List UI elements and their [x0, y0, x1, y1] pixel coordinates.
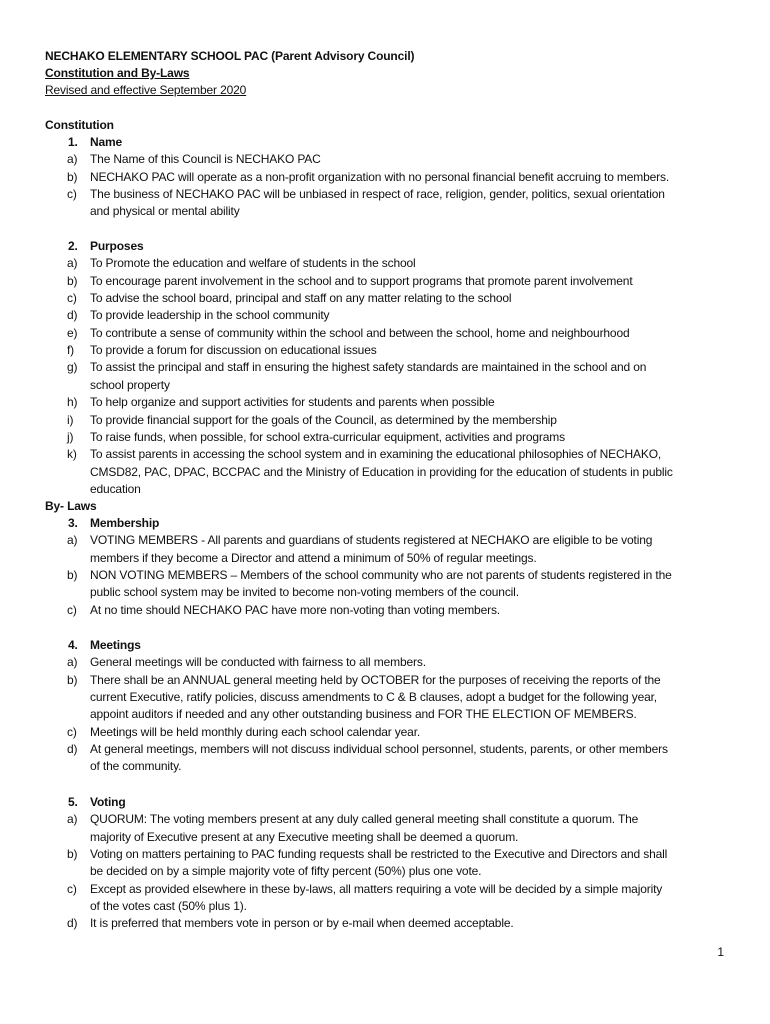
item-text: and physical or mental ability — [90, 204, 240, 219]
item-text: education — [90, 481, 141, 496]
item-label: b) — [67, 568, 78, 583]
item-label: h) — [67, 395, 78, 410]
page-number: 1 — [717, 945, 724, 959]
document-subtitle: Constitution and By-Laws — [45, 66, 190, 80]
item-text: It is preferred that members vote in person or by e-mail when deemed acceptable. — [90, 916, 514, 931]
section-number: 5. — [68, 795, 78, 809]
item-label: d) — [67, 742, 78, 757]
item-text: NON VOTING MEMBERS – Members of the school community who are not parents of students registered in the — [90, 568, 672, 583]
bylaws-heading: By- Laws — [45, 499, 97, 513]
section-title: Purposes — [90, 239, 144, 253]
item-text: To raise funds, when possible, for school extra-curricular equipment, activities and programs — [90, 429, 565, 444]
item-text: VOTING MEMBERS - All parents and guardians of students registered at NECHAKO are eligible to be voting — [90, 533, 653, 548]
item-label: c) — [67, 724, 77, 739]
item-text: To provide a forum for discussion on educational issues — [90, 343, 377, 358]
item-label: b) — [67, 169, 78, 184]
section-title: Meetings — [90, 638, 141, 652]
document-title: NECHAKO ELEMENTARY SCHOOL PAC (Parent Advisory Council) — [45, 49, 415, 63]
item-text: of the votes cast (50% plus 1). — [90, 899, 247, 914]
item-label: a) — [67, 812, 78, 827]
item-text: To contribute a sense of community within the school and between the school, home and neighbourhood — [90, 325, 630, 340]
item-text: members if they become a Director and attend a minimum of 50% of regular meetings. — [90, 550, 537, 565]
item-label: c) — [67, 187, 77, 202]
item-text: school property — [90, 377, 170, 392]
item-label: d) — [67, 916, 78, 931]
item-label: b) — [67, 273, 78, 288]
item-label: c) — [67, 291, 77, 306]
item-text: To provide leadership in the school community — [90, 308, 330, 323]
item-label: e) — [67, 325, 78, 340]
item-text: To assist parents in accessing the school system and in examining the educational philosophies of NECHAKO, — [90, 447, 662, 462]
section-number: 3. — [68, 516, 78, 530]
item-text: To assist the principal and staff in ensuring the highest safety standards are maintained in the school and on — [90, 360, 647, 375]
section-title: Membership — [90, 516, 160, 530]
item-label: c) — [67, 881, 77, 896]
item-text: To advise the school board, principal and staff on any matter relating to the school — [90, 291, 512, 306]
section-number: 2. — [68, 239, 78, 253]
item-text: To help organize and support activities for students and parents when possible — [90, 395, 495, 410]
item-text: To provide financial support for the goals of the Council, as determined by the membership — [90, 412, 557, 427]
section-title: Name — [90, 135, 123, 149]
revision-note: Revised and effective September 2020 — [45, 83, 247, 97]
item-text: Voting on matters pertaining to PAC funding requests shall be restricted to the Executive and Directors and shall — [90, 847, 668, 862]
item-label: a) — [67, 152, 78, 167]
item-label: b) — [67, 672, 78, 687]
item-text: current Executive, ratify policies, discuss amendments to C & B clauses, adopt a budget for the following year, — [90, 690, 657, 705]
item-text: General meetings will be conducted with fairness to all members. — [90, 655, 426, 670]
item-text: CMSD82, PAC, DPAC, BCCPAC and the Ministry of Education in providing for the education of students in public — [90, 464, 673, 479]
item-text: be decided on by a simple majority vote of fifty percent (50%) plus one vote. — [90, 864, 482, 879]
section-title: Voting — [90, 795, 126, 809]
section-number: 1. — [68, 135, 78, 149]
item-text: At general meetings, members will not discuss individual school personnel, students, parents, or other members — [90, 742, 668, 757]
item-label: j) — [67, 429, 74, 444]
item-label: i) — [67, 412, 74, 427]
item-text: appoint auditors if needed and any other outstanding business and FOR THE ELECTION OF MEMBERS. — [90, 707, 637, 722]
item-text: To Promote the education and welfare of students in the school — [90, 256, 416, 271]
item-label: k) — [67, 447, 77, 462]
item-text: NECHAKO PAC will operate as a non-profit organization with no personal financial benefit accruing to members. — [90, 169, 670, 184]
section-number: 4. — [68, 638, 78, 652]
item-label: a) — [67, 256, 78, 271]
item-text: QUORUM: The voting members present at any duly called general meeting shall constitute a quorum. The — [90, 812, 639, 827]
item-label: d) — [67, 308, 78, 323]
item-label: f) — [67, 343, 75, 358]
item-text: Except as provided elsewhere in these by-laws, all matters requiring a vote will be decided by a simple majority — [90, 881, 663, 896]
item-text: The business of NECHAKO PAC will be unbiased in respect of race, religion, gender, politics, sexual orientation — [90, 187, 665, 202]
item-label: a) — [67, 655, 78, 670]
item-label: g) — [67, 360, 78, 375]
item-label: a) — [67, 533, 78, 548]
item-text: majority of Executive present at any Executive meeting shall be deemed a quorum. — [90, 829, 519, 844]
item-text: Meetings will be held monthly during each school calendar year. — [90, 724, 421, 739]
item-text: To encourage parent involvement in the school and to support programs that promote parent involvement — [90, 273, 633, 288]
constitution-heading: Constitution — [45, 118, 114, 132]
item-label: b) — [67, 847, 78, 862]
item-text: The Name of this Council is NECHAKO PAC — [90, 152, 321, 167]
item-text: There shall be an ANNUAL general meeting held by OCTOBER for the purposes of receiving the reports of the — [90, 672, 661, 687]
item-text: public school system may be invited to become non-voting members of the council. — [90, 585, 519, 600]
item-text: At no time should NECHAKO PAC have more non-voting than voting members. — [90, 602, 500, 617]
item-label: c) — [67, 602, 77, 617]
item-text: of the community. — [90, 759, 182, 774]
